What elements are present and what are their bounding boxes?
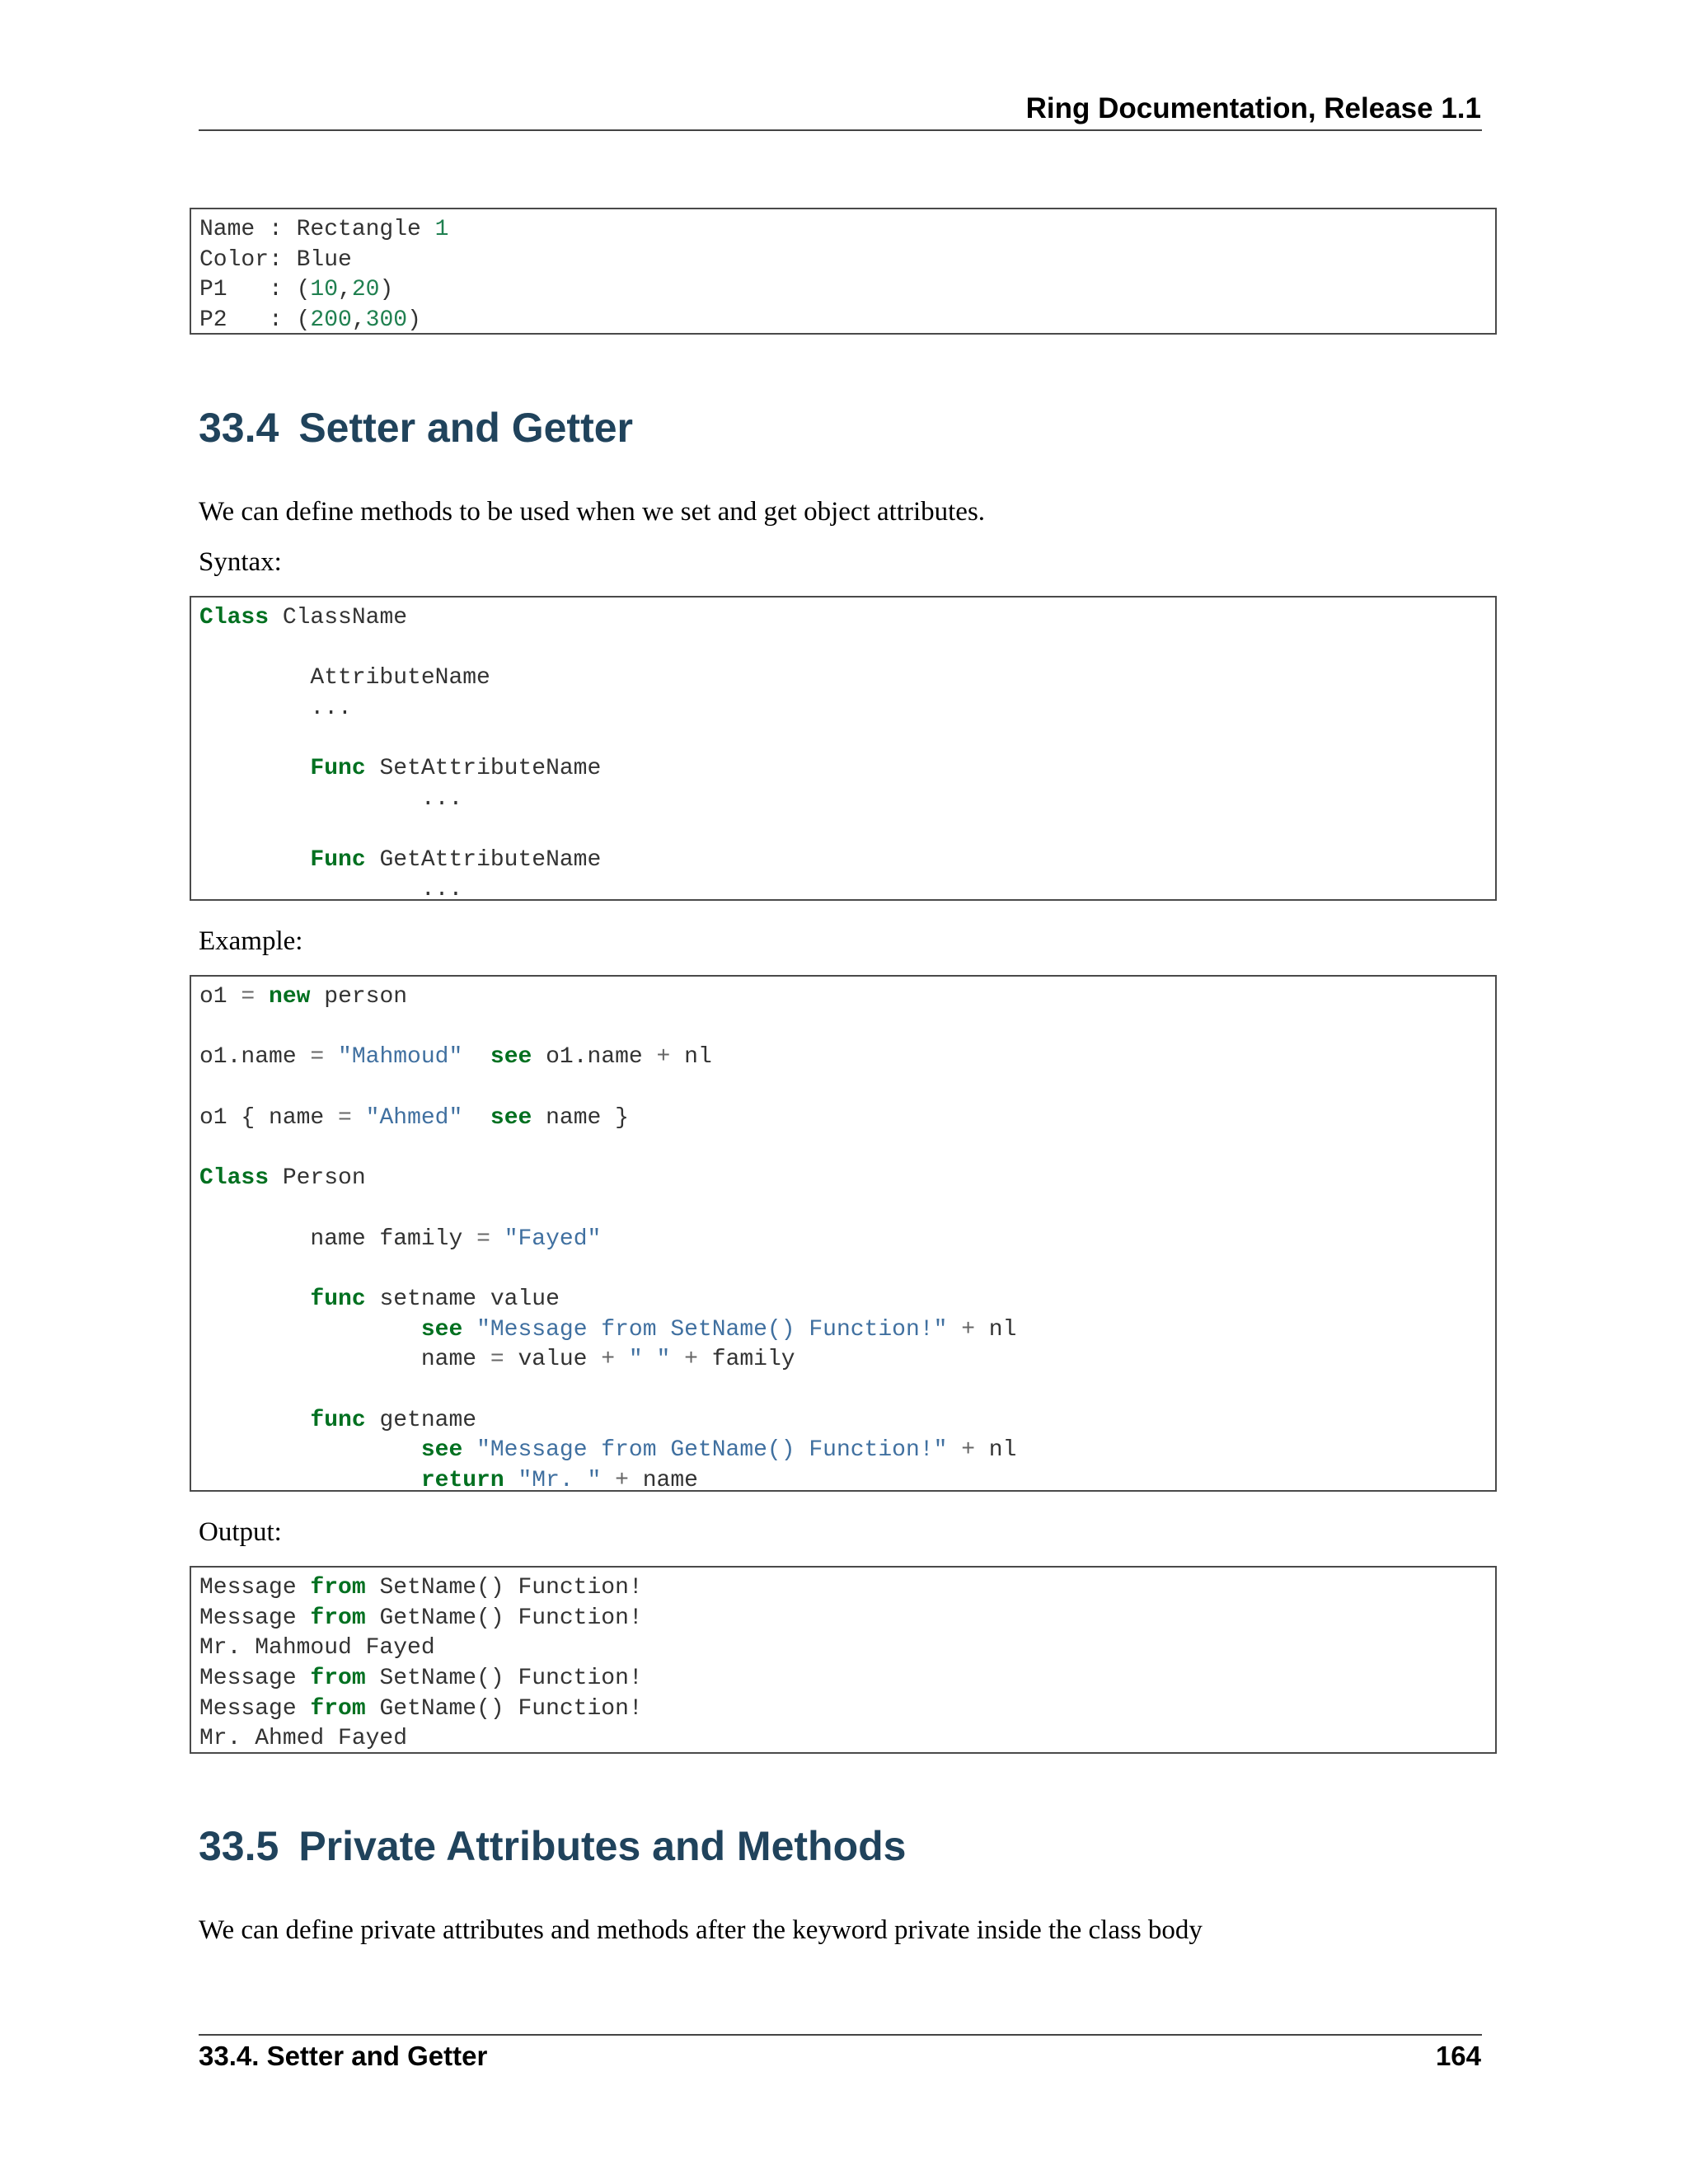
code-text: GetName() Function! <box>365 1605 643 1631</box>
code-text <box>947 1317 961 1343</box>
code-operator: + <box>684 1347 698 1373</box>
code-line <box>199 215 1487 246</box>
footer-section-title: 33.4. Setter and Getter <box>199 2041 488 2071</box>
code-line <box>199 603 1487 634</box>
code-line <box>199 1724 1487 1754</box>
code-text <box>352 1105 366 1131</box>
code-keyword: from <box>310 1605 366 1631</box>
code-keyword: see <box>490 1104 532 1131</box>
code-number: 200 <box>310 307 352 334</box>
code-text <box>324 1044 338 1070</box>
code-keyword: from <box>310 1695 366 1722</box>
code-keyword: return <box>420 1468 504 1492</box>
code-text: Name : Rectangle <box>199 217 435 242</box>
code-text: AttributeName <box>199 665 490 691</box>
code-line <box>199 1466 1487 1492</box>
section-title: Private Attributes and Methods <box>298 1823 907 1869</box>
code-number: 20 <box>351 277 380 303</box>
code-text: ... <box>199 877 463 901</box>
code-text: value <box>504 1347 602 1373</box>
code-text <box>255 984 269 1010</box>
code-text: , <box>351 307 366 334</box>
code-text <box>462 1044 490 1070</box>
code-keyword: from <box>310 1575 366 1601</box>
code-keyword: Func <box>310 756 366 782</box>
code-line <box>199 1164 1487 1194</box>
code-text: ... <box>199 696 352 722</box>
code-line <box>199 275 1487 306</box>
section-heading-33-4 <box>199 404 633 452</box>
code-text: name } <box>532 1104 629 1131</box>
code-line <box>199 1043 1487 1073</box>
code-keyword: func <box>310 1407 366 1433</box>
code-text: SetAttributeName <box>365 756 602 782</box>
code-text: ClassName <box>269 605 408 630</box>
code-text: o1.name <box>199 1044 311 1071</box>
code-text: , <box>338 277 352 303</box>
code-text: name family <box>199 1226 477 1252</box>
code-text: nl <box>975 1437 1017 1464</box>
code-line <box>199 1406 1487 1436</box>
code-line <box>199 1013 1487 1043</box>
code-line <box>199 694 1487 724</box>
code-keyword: see <box>490 1044 532 1071</box>
code-operator: + <box>656 1044 671 1071</box>
code-line <box>199 982 1487 1013</box>
code-text: Mr. Ahmed Fayed <box>199 1726 408 1752</box>
code-text: o1.name <box>532 1044 657 1071</box>
code-line <box>199 1194 1487 1225</box>
code-text: o1 { name <box>199 1104 339 1131</box>
code-line <box>199 1254 1487 1285</box>
code-block-output <box>190 1566 1497 1754</box>
code-text <box>199 1468 421 1492</box>
code-line <box>199 1633 1487 1664</box>
code-line <box>199 1573 1487 1604</box>
code-operator: = <box>476 1226 490 1252</box>
code-text: Person <box>269 1165 366 1192</box>
code-text: person <box>310 984 408 1010</box>
code-text: ) <box>407 307 421 334</box>
code-string: "Fayed" <box>504 1226 602 1252</box>
code-operator: = <box>310 1044 325 1071</box>
section-heading-33-5 <box>199 1822 906 1870</box>
code-operator: + <box>961 1437 975 1464</box>
code-string: "Mr. " <box>518 1468 602 1492</box>
code-string: "Message from SetName() Function!" <box>476 1316 948 1343</box>
section-number: 33.5 <box>199 1823 279 1869</box>
code-text: name <box>199 1347 490 1373</box>
code-text: name <box>628 1468 698 1492</box>
code-line <box>199 1694 1487 1725</box>
code-keyword: see <box>420 1437 463 1464</box>
code-text <box>462 1317 476 1343</box>
code-text <box>490 1226 504 1252</box>
code-line <box>199 1664 1487 1694</box>
code-line <box>199 1376 1487 1406</box>
section-intro: We can define private attributes and methods after the keyword private inside the class body <box>199 1915 1203 1945</box>
code-keyword: new <box>269 984 311 1010</box>
code-text: GetName() Function! <box>365 1695 643 1722</box>
code-line <box>199 1436 1487 1466</box>
code-block-rect-output <box>190 208 1497 335</box>
code-text: P2 : ( <box>199 307 311 334</box>
code-text <box>504 1468 518 1492</box>
code-text: ) <box>379 277 394 303</box>
code-line <box>199 1133 1487 1164</box>
code-line <box>199 846 1487 876</box>
code-text: Mr. Mahmoud Fayed <box>199 1635 435 1661</box>
code-text: SetName() Function! <box>365 1666 643 1692</box>
code-keyword: func <box>310 1286 366 1312</box>
code-string: "Ahmed" <box>365 1104 463 1131</box>
code-string: "Mahmoud" <box>338 1044 463 1071</box>
running-header: Ring Documentation, Release 1.1 <box>1025 92 1481 124</box>
code-keyword: Class <box>199 1165 270 1192</box>
section-number: 33.4 <box>199 405 279 451</box>
code-text: Message <box>199 1666 311 1692</box>
code-text: nl <box>670 1044 712 1071</box>
code-text: Color: Blue <box>199 246 352 273</box>
code-text <box>199 1437 421 1463</box>
code-text <box>199 1317 421 1343</box>
code-line <box>199 875 1487 901</box>
code-line <box>199 634 1487 664</box>
code-text <box>199 1286 310 1312</box>
code-line <box>199 246 1487 276</box>
code-number: 10 <box>310 277 339 303</box>
code-text <box>199 756 310 781</box>
code-operator: + <box>601 1347 616 1373</box>
code-line <box>199 1604 1487 1634</box>
code-string: " " <box>628 1347 671 1373</box>
code-line <box>199 1073 1487 1104</box>
code-text <box>947 1437 961 1463</box>
code-line <box>199 1104 1487 1134</box>
code-operator: = <box>490 1347 504 1373</box>
code-line <box>199 1345 1487 1376</box>
code-text: nl <box>975 1316 1017 1343</box>
code-text <box>462 1105 490 1131</box>
code-string: "Message from GetName() Function!" <box>476 1437 948 1464</box>
page-number: 164 <box>1435 2041 1481 2071</box>
code-text <box>199 847 310 873</box>
code-operator: + <box>961 1316 975 1343</box>
output-label: Output: <box>199 1517 282 1547</box>
code-line <box>199 785 1487 815</box>
code-keyword: see <box>420 1316 463 1343</box>
code-keyword: from <box>310 1666 366 1692</box>
code-block-syntax <box>190 596 1497 901</box>
code-line <box>199 724 1487 755</box>
code-text: setname value <box>365 1286 560 1312</box>
code-keyword: Func <box>310 846 366 873</box>
syntax-label: Syntax: <box>199 547 282 577</box>
code-operator: + <box>615 1468 629 1492</box>
code-line <box>199 1315 1487 1346</box>
code-text: GetAttributeName <box>365 846 602 873</box>
code-line <box>199 754 1487 785</box>
code-text: Message <box>199 1695 311 1722</box>
header-rule <box>199 129 1482 131</box>
code-text: Message <box>199 1605 311 1631</box>
code-number: 300 <box>365 307 408 334</box>
code-text: ... <box>199 786 463 813</box>
code-line <box>199 815 1487 846</box>
code-text <box>601 1468 615 1492</box>
code-text: family <box>697 1347 795 1373</box>
example-label: Example: <box>199 926 303 956</box>
code-text: SetName() Function! <box>365 1575 643 1601</box>
code-text <box>199 1408 310 1433</box>
section-intro: We can define methods to be used when we set and get object attributes. <box>199 497 986 527</box>
code-text <box>462 1437 476 1463</box>
code-line <box>199 663 1487 694</box>
code-line <box>199 1225 1487 1255</box>
code-operator: = <box>241 984 256 1010</box>
code-text <box>615 1347 629 1372</box>
code-text: P1 : ( <box>199 277 311 303</box>
section-title: Setter and Getter <box>298 405 633 451</box>
code-text: getname <box>365 1407 477 1433</box>
code-text: o1 <box>199 984 241 1010</box>
footer-rule <box>199 2034 1482 2036</box>
code-line <box>199 306 1487 335</box>
code-operator: = <box>338 1104 352 1131</box>
code-number: 1 <box>434 217 449 242</box>
code-block-example <box>190 975 1497 1492</box>
code-text <box>670 1347 684 1372</box>
code-text: Message <box>199 1575 311 1601</box>
code-line <box>199 1285 1487 1315</box>
code-keyword: Class <box>199 605 270 630</box>
